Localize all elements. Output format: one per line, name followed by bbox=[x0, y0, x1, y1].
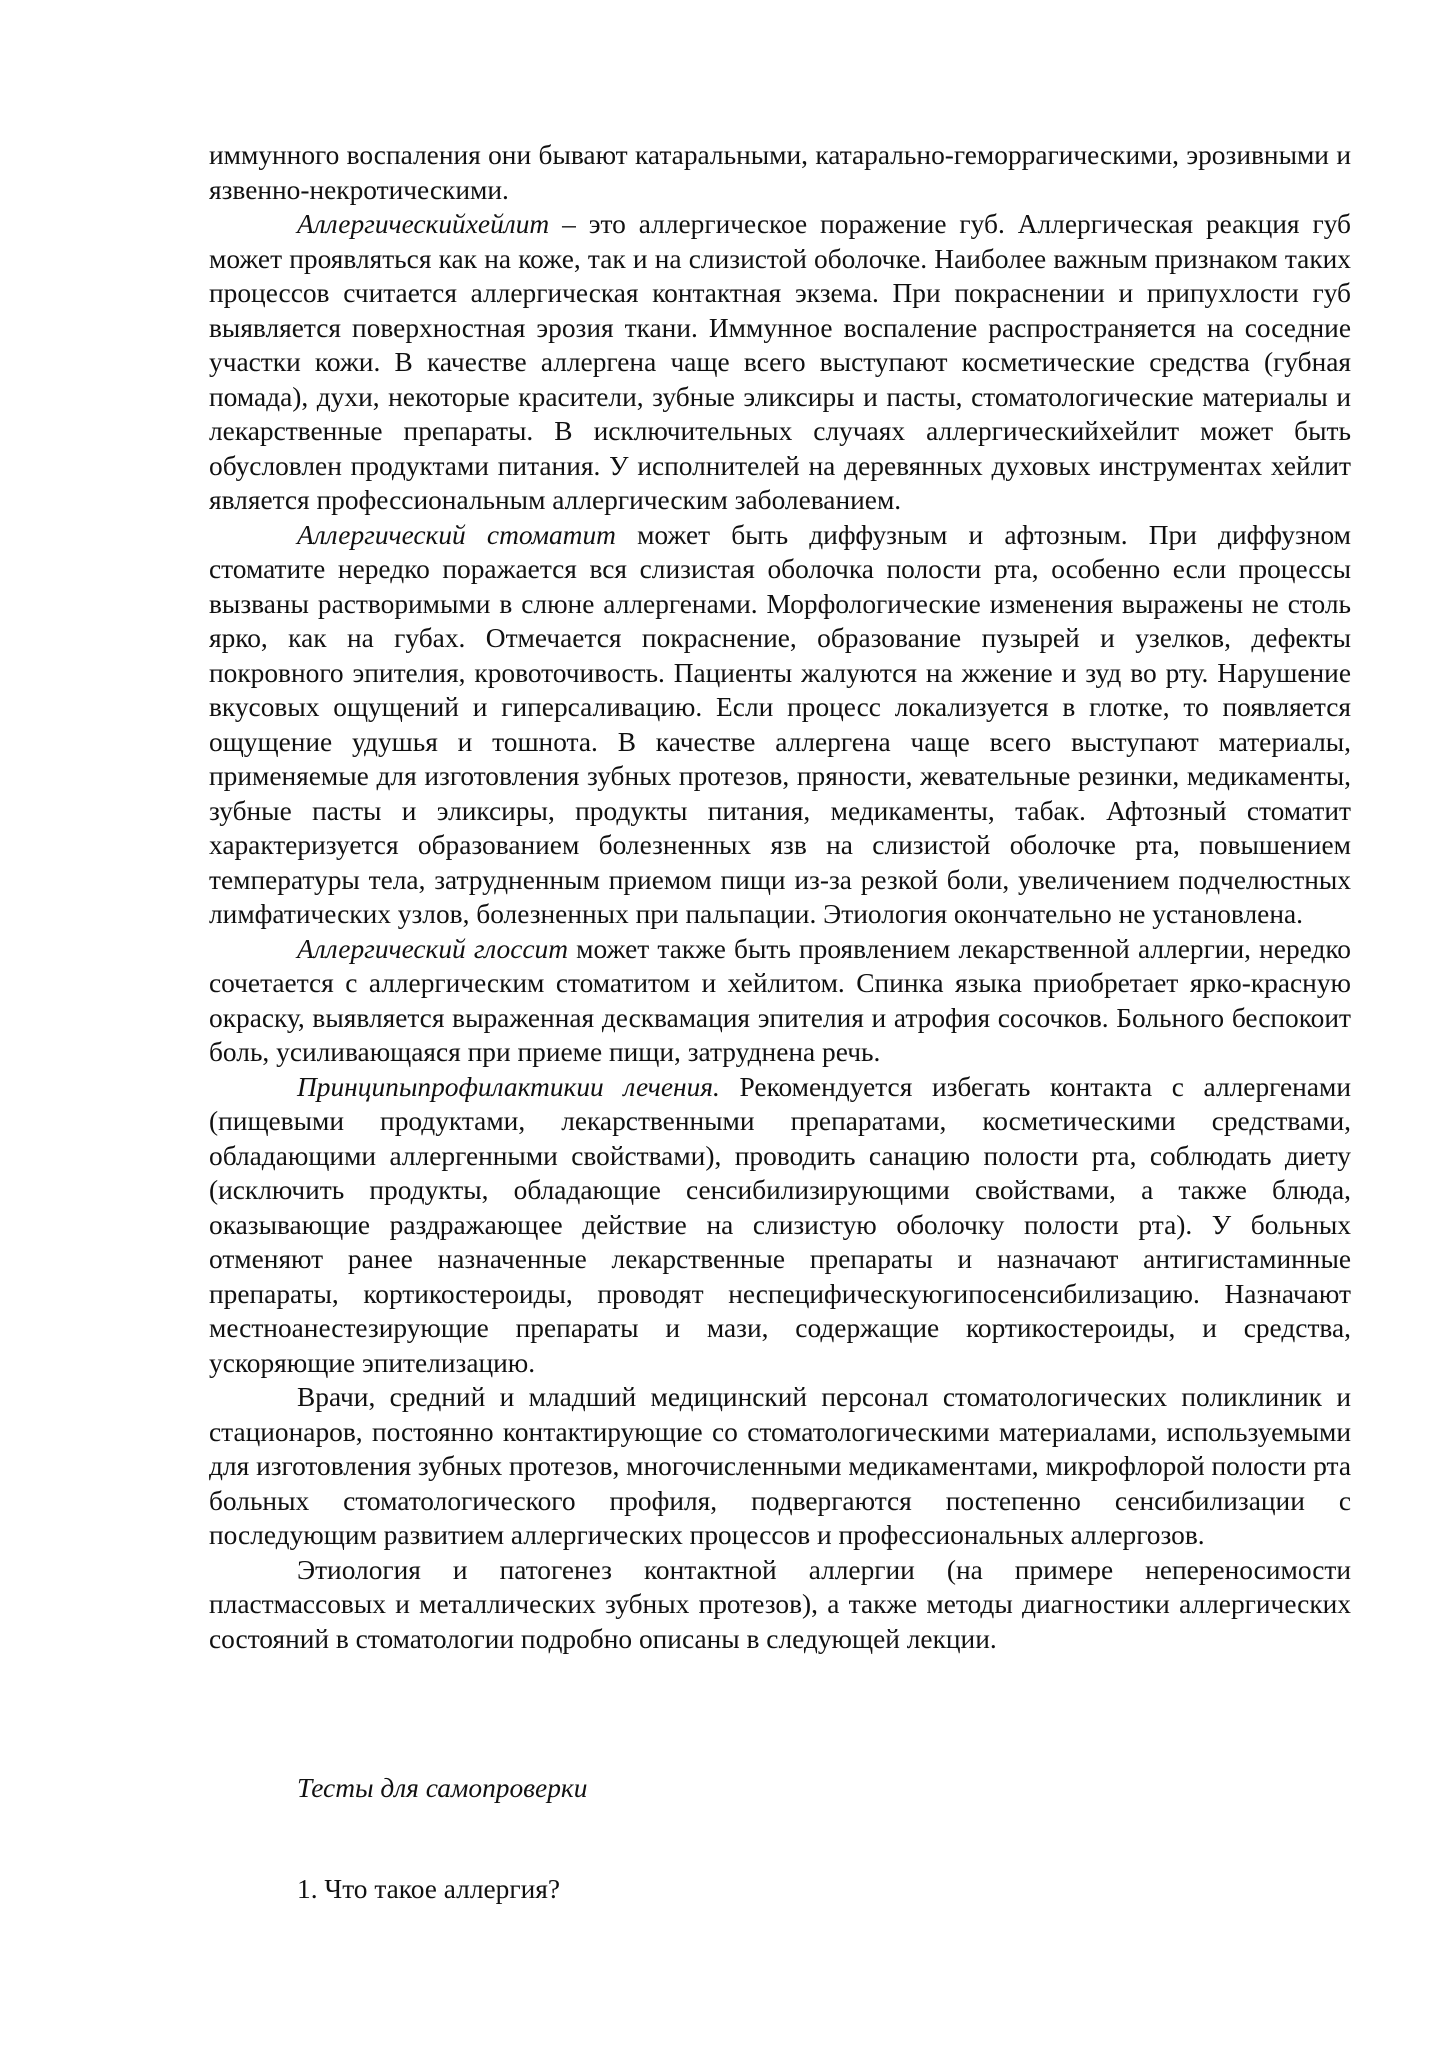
paragraph-text: Этиология и патогенез контактной аллергии (на примере непереносимости пластмассовых и металлических зубных протезов), а также методы диагностики аллергических состояний в стоматологии подробно описаны в следующей лекции. bbox=[209, 1554, 1351, 1654]
body-text bbox=[209, 138, 1351, 1656]
paragraph-allergic-glossitis bbox=[209, 932, 1351, 1070]
term-prevention-treatment: Принципыпрофилактикии лечения. bbox=[297, 1071, 720, 1102]
paragraph-text: может также быть проявлением лекарственной аллергии, нередко сочетается с аллергическим стоматитом и хейлитом. Спинка языка приобретает ярко-красную окраску, выявляется выраженная десквамация эпителия и атрофия сосочков. Больного беспокоит боль, усиливающаяся при приеме пищи, затруднена речь. bbox=[209, 933, 1351, 1067]
term-allergic-cheilitis: Аллергическийхейлит bbox=[297, 209, 550, 239]
paragraph-etiology bbox=[209, 1553, 1351, 1657]
paragraph-text: Рекомендуется избегать контакта с аллергенами (пищевыми продуктами, лекарственными препаратами, косметическими средствами, обладающими аллергенными свойствами), проводить санацию полости рта, соблюдать диету (исключить продукты, обладающие сенсибилизирующими свойствами, а также блюда, оказывающие раздражающее действие на слизистую оболочку полости рта). У больных отменяют ранее назначенные лекарственные препараты и назначают антигистаминные препараты, кортикостероиды, проводят неспецифическуюгипосенсибилизацию. Назначают местноанестезирующие препараты и мази, содержащие кортикостероиды, и средства, ускоряющие эпителизацию. bbox=[209, 1071, 1351, 1378]
term-allergic-stomatitis: Аллергический стоматит bbox=[297, 519, 616, 550]
paragraph-text: может быть диффузным и афтозным. При диффузном стоматите нередко поражается вся слизистая оболочка полости рта, особенно если процессы вызваны растворимыми в слюне аллергенами. Морфологические изменения выражены не столь ярко, как на губах. Отмечается покраснение, образование пузырей и узелков, дефекты покровного эпителия, кровоточивость. Пациенты жалуются на жжение и зуд во рту. Нарушение вкусовых ощущений и гиперсаливацию. Если процесс локализуется в глотке, то появляется ощущение удушья и тошнота. В качестве аллергена чаще всего выступают материалы, применяемые для изготовления зубных протезов, пряности, жевательные резинки, медикаменты, зубные пасты и эликсиры, продукты питания, медикаменты, табак. Афтозный стоматит характеризуется образованием болезненных язв на слизистой оболочке рта, повышением температуры тела, затрудненным приемом пищи из-за резкой боли, увеличением подчелюстных лимфатических узлов, болезненных при пальпации. Этиология окончательно не установлена. bbox=[209, 519, 1351, 929]
paragraph-allergic-stomatitis bbox=[209, 518, 1351, 932]
paragraph-text: Врачи, средний и младший медицинский персонал стоматологических поликлиник и стационаров, постоянно контактирующие со стоматологическими материалами, используемыми для изготовления зубных протезов, многочисленными медикаментами, микрофлорой полости рта больных стоматологического профиля, подвергаются постепенно сенсибилизации с последующим развитием аллергических процессов и профессиональных аллергозов. bbox=[209, 1382, 1351, 1550]
paragraph-continuation bbox=[209, 138, 1351, 207]
paragraph-text: иммунного воспаления они бывают катаральными, катарально-геморрагическими, эрозивными и язвенно-некротическими. bbox=[209, 140, 1351, 205]
term-allergic-glossitis: Аллергический глоссит bbox=[297, 933, 569, 964]
paragraph-text: – это аллергическое поражение губ. Аллергическая реакция губ может проявляться как на коже, так и на слизистой оболочке. Наиболее важным признаком таких процессов считается аллергическая контактная экзема. При покраснении и припухлости губ выявляется поверхностная эрозия ткани. Иммунное воспаление распространяется на соседние участки кожи. В качестве аллергена чаще всего выступают косметические средства (губная помада), духи, некоторые красители, зубные эликсиры и пасты, стоматологические материалы и лекарственные препараты. В исключительных случаях аллергическийхейлит может быть обусловлен продуктами питания. У исполнителей на деревянных духовых инструментах хейлит является профессиональным аллергическим заболеванием. bbox=[209, 209, 1351, 515]
paragraph-medical-staff bbox=[209, 1380, 1351, 1553]
paragraph-allergic-cheilitis bbox=[209, 207, 1351, 518]
paragraph-prevention-treatment bbox=[209, 1070, 1351, 1381]
test-question-1: 1. Что такое аллергия? bbox=[297, 1874, 560, 1904]
tests-heading: Тесты для самопроверки bbox=[297, 1773, 588, 1803]
